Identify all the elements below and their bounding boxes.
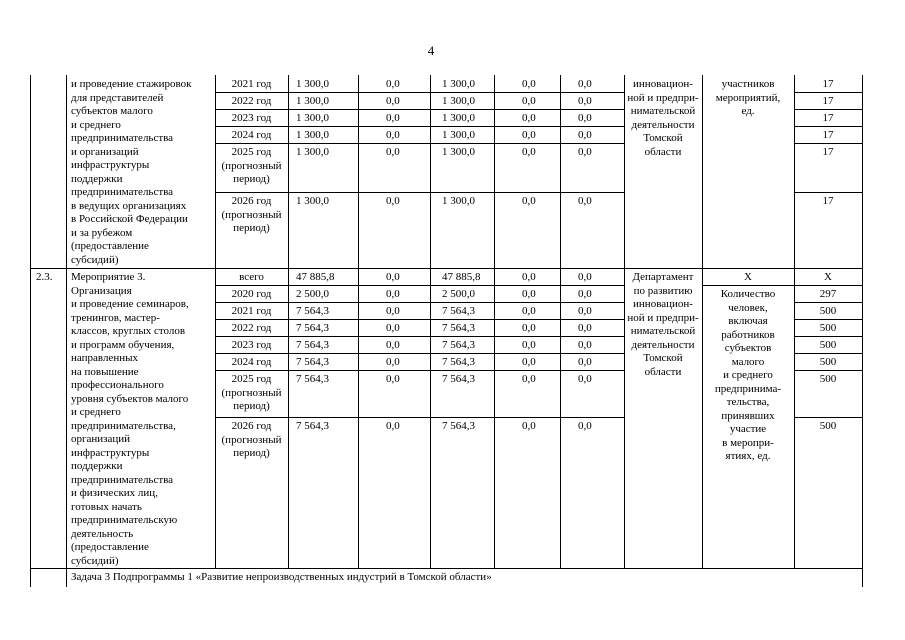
other-cell: 0,0 (578, 78, 592, 90)
measure-name-line: поддержки (71, 172, 123, 185)
indicator-name-line: в меропри- (722, 436, 774, 449)
local-cell: 0,0 (522, 305, 536, 317)
executor-line: деятельности (631, 338, 695, 351)
other-cell: 0,0 (578, 288, 592, 300)
indicator-name-line: человек, (728, 301, 768, 314)
measure-number: 2.3. (36, 271, 53, 283)
measure-name-line: в ведущих организациях (71, 199, 187, 212)
row-border (794, 109, 862, 110)
indicator-value-cell: 17 (822, 112, 834, 124)
regional-cell: 7 564,3 (442, 305, 475, 317)
regional-cell: 1 300,0 (442, 78, 475, 90)
other-cell: 0,0 (578, 356, 592, 368)
column-border (288, 75, 289, 568)
regional-cell: 2 500,0 (442, 288, 475, 300)
federal-cell: 0,0 (386, 420, 400, 432)
measure-name-line: и программ обучения, (71, 338, 175, 351)
indicator-value-cell: 17 (822, 146, 834, 158)
row-border (794, 92, 862, 93)
measure-name-line: Организация (71, 284, 132, 297)
executor-line: области (644, 365, 682, 378)
year-cell: (прогнозный (221, 386, 282, 399)
regional-cell: 1 300,0 (442, 195, 475, 207)
measure-name-line: предпринимательства (71, 186, 174, 198)
year-cell: 2024 год (231, 129, 272, 141)
row-border (794, 417, 862, 418)
indicator-name-line: мероприятий, (715, 91, 781, 104)
other-cell: 0,0 (578, 339, 592, 351)
row-border (215, 143, 624, 144)
measure-name-line: и среднего (71, 406, 121, 418)
regional-cell: 1 300,0 (442, 112, 475, 124)
year-cell: 2022 год (231, 322, 272, 334)
local-cell: 0,0 (522, 95, 536, 107)
task-row-text: Задача 3 Подпрограммы 1 «Развитие непроизводственных индустрий в Томской области» (71, 571, 492, 583)
federal-cell: 0,0 (386, 112, 400, 124)
federal-cell: 0,0 (386, 146, 400, 158)
total-cell: 1 300,0 (296, 129, 329, 141)
measure-name-line: предпринимательства (71, 132, 174, 144)
indicator-name-line: участие (729, 423, 767, 435)
measure-name-line: тренингов, мастер- (71, 311, 160, 324)
total-cell: 47 885,8 (296, 271, 335, 283)
indicator-name-line: работников (721, 328, 775, 341)
row-border (794, 370, 862, 371)
measure-name-line: субсидий) (71, 253, 119, 266)
column-border (862, 75, 863, 587)
measure-name-line: уровня субъектов малого (71, 392, 189, 405)
row-border (794, 143, 862, 144)
indicator-value-cell: 500 (819, 339, 837, 351)
indicator-name-line: предпринима- (714, 382, 782, 395)
total-cell: 7 564,3 (296, 305, 329, 317)
row-border (215, 126, 624, 127)
row-border (794, 285, 862, 286)
total-cell: 7 564,3 (296, 356, 329, 368)
indicator-value-cell: 17 (822, 95, 834, 107)
column-border (430, 75, 431, 568)
indicator-value-cell: 500 (819, 305, 837, 317)
federal-cell: 0,0 (386, 129, 400, 141)
local-cell: 0,0 (522, 271, 536, 283)
measure-name-line: и физических лиц, (71, 487, 158, 499)
other-cell: 0,0 (578, 373, 592, 385)
indicator-value-cell: 500 (819, 373, 837, 385)
regional-cell: 1 300,0 (442, 146, 475, 158)
regional-cell: 1 300,0 (442, 129, 475, 141)
row-border (215, 109, 624, 110)
executor-line: Томской (643, 352, 683, 364)
measure-name-line: поддержки (71, 460, 123, 472)
program-table (30, 75, 862, 587)
regional-cell: 7 564,3 (442, 322, 475, 334)
indicator-name-line: ятиях, ед. (725, 450, 771, 462)
total-cell: 1 300,0 (296, 95, 329, 107)
measure-name-line: готовых начать (71, 500, 142, 513)
column-border (358, 75, 359, 568)
year-cell: 2021 год (231, 78, 272, 90)
year-cell: 2025 год (231, 146, 272, 158)
row-border (215, 302, 624, 303)
executor-line: области (644, 145, 682, 158)
other-cell: 0,0 (578, 146, 592, 158)
indicator-value-cell: 297 (819, 288, 837, 300)
local-cell: 0,0 (522, 339, 536, 351)
measure-name-line: классов, круглых столов (71, 325, 186, 337)
year-cell: всего (239, 271, 264, 283)
regional-cell: 7 564,3 (442, 420, 475, 432)
column-border (494, 75, 495, 568)
row-border (794, 302, 862, 303)
indicator-header-cell: X (744, 271, 752, 283)
total-cell: 7 564,3 (296, 322, 329, 334)
year-cell: (прогнозный (221, 208, 282, 221)
local-cell: 0,0 (522, 129, 536, 141)
local-cell: 0,0 (522, 420, 536, 432)
indicator-value-cell: X (824, 271, 832, 283)
executor-line: деятельности (631, 118, 695, 131)
measure-name-line: деятельность (71, 527, 134, 540)
year-cell: период) (233, 447, 270, 459)
year-cell: (прогнозный (221, 433, 282, 446)
measure-name-line: предпринимательскую (71, 514, 178, 526)
executor-line: ной и предпри- (627, 311, 699, 324)
row-border (794, 336, 862, 337)
indicator-value-cell: 17 (822, 129, 834, 141)
measure-name-line: на повышение (71, 365, 139, 378)
local-cell: 0,0 (522, 78, 536, 90)
other-cell: 0,0 (578, 112, 592, 124)
regional-cell: 7 564,3 (442, 356, 475, 368)
row-border (794, 353, 862, 354)
federal-cell: 0,0 (386, 373, 400, 385)
column-border (30, 75, 31, 587)
indicator-value-cell: 500 (819, 322, 837, 334)
year-cell: 2026 год (231, 195, 272, 207)
federal-cell: 0,0 (386, 78, 400, 90)
column-border (560, 75, 561, 568)
executor-line: Департамент (632, 271, 694, 283)
federal-cell: 0,0 (386, 322, 400, 334)
total-cell: 7 564,3 (296, 420, 329, 432)
total-cell: 1 300,0 (296, 78, 329, 90)
federal-cell: 0,0 (386, 356, 400, 368)
federal-cell: 0,0 (386, 95, 400, 107)
indicator-name-line: малого (731, 355, 765, 368)
year-cell: 2025 год (231, 373, 272, 385)
page-number: 4 (427, 43, 435, 58)
local-cell: 0,0 (522, 112, 536, 124)
measure-name-line: профессионального (71, 379, 164, 391)
measure-name-line: направленных (71, 352, 138, 364)
measure-name-line: Мероприятие 3. (71, 271, 146, 283)
indicator-name-line: Количество (720, 288, 776, 300)
executor-line: инновацион- (633, 298, 693, 310)
total-cell: 1 300,0 (296, 195, 329, 207)
year-cell: 2022 год (231, 95, 272, 107)
regional-cell: 7 564,3 (442, 373, 475, 385)
indicator-name-line: субъектов (724, 342, 772, 354)
other-cell: 0,0 (578, 95, 592, 107)
measure-name-line: и среднего (71, 118, 121, 131)
row-border (215, 285, 624, 286)
year-cell: (прогнозный (221, 159, 282, 172)
column-border (66, 75, 67, 587)
federal-cell: 0,0 (386, 195, 400, 207)
executor-line: по развитию (633, 284, 693, 297)
row-border (794, 319, 862, 320)
total-cell: 2 500,0 (296, 288, 329, 300)
row-border (215, 319, 624, 320)
total-cell: 1 300,0 (296, 112, 329, 124)
executor-line: нимательской (630, 105, 696, 117)
executor-line: инновацион- (633, 78, 693, 90)
year-cell: 2021 год (231, 305, 272, 317)
measure-name-line: субъектов малого (71, 105, 153, 117)
federal-cell: 0,0 (386, 288, 400, 300)
year-cell: период) (233, 400, 270, 412)
row-border (215, 92, 624, 93)
indicator-name-line: тельства, (726, 396, 770, 408)
other-cell: 0,0 (578, 271, 592, 283)
measure-name-line: инфраструктуры (71, 446, 150, 459)
measure-name-line: и за рубежом (71, 226, 133, 239)
total-cell: 7 564,3 (296, 373, 329, 385)
year-cell: период) (233, 222, 270, 234)
regional-cell: 47 885,8 (442, 271, 481, 283)
row-border (215, 370, 624, 371)
indicator-value-cell: 17 (822, 195, 834, 207)
indicator-name-line: принявших (721, 409, 775, 422)
measure-name-line: и проведение семинаров, (71, 298, 189, 310)
row-border (702, 285, 794, 286)
other-cell: 0,0 (578, 129, 592, 141)
indicator-value-cell: 17 (822, 78, 834, 90)
year-cell: 2023 год (231, 339, 272, 351)
total-cell: 7 564,3 (296, 339, 329, 351)
federal-cell: 0,0 (386, 305, 400, 317)
measure-name-line: и проведение стажировок (71, 78, 192, 90)
local-cell: 0,0 (522, 373, 536, 385)
local-cell: 0,0 (522, 322, 536, 334)
executor-line: ной и предпри- (627, 91, 699, 104)
measure-name-line: субсидий) (71, 554, 119, 567)
measure-name-line: предпринимательства (71, 473, 174, 486)
measure-name-line: предпринимательства, (71, 419, 176, 432)
other-cell: 0,0 (578, 305, 592, 317)
year-cell: 2023 год (231, 112, 272, 124)
year-cell: 2020 год (231, 288, 272, 300)
local-cell: 0,0 (522, 356, 536, 368)
other-cell: 0,0 (578, 195, 592, 207)
indicator-name-line: включая (728, 315, 768, 327)
measure-name-line: для представителей (71, 91, 164, 104)
year-cell: 2026 год (231, 420, 272, 432)
regional-cell: 1 300,0 (442, 95, 475, 107)
local-cell: 0,0 (522, 195, 536, 207)
indicator-value-cell: 500 (819, 420, 837, 432)
indicator-name-line: и среднего (723, 369, 773, 381)
executor-line: нимательской (630, 325, 696, 337)
year-cell: 2024 год (231, 356, 272, 368)
regional-cell: 7 564,3 (442, 339, 475, 351)
row-border (215, 192, 624, 193)
indicator-value-cell: 500 (819, 356, 837, 368)
year-cell: период) (233, 173, 270, 185)
measure-name-line: организаций (71, 433, 131, 445)
row-border (215, 417, 624, 418)
local-cell: 0,0 (522, 288, 536, 300)
measure-name-line: и организаций (71, 145, 139, 158)
measure-name-line: (предоставление (71, 541, 149, 553)
row-border (794, 126, 862, 127)
local-cell: 0,0 (522, 146, 536, 158)
executor-line: Томской (643, 132, 683, 144)
row-border (215, 353, 624, 354)
other-cell: 0,0 (578, 322, 592, 334)
block-border (30, 268, 862, 269)
indicator-name-line: ед. (741, 105, 755, 117)
row-border (794, 192, 862, 193)
measure-name-line: инфраструктуры (71, 159, 150, 171)
indicator-name-line: участников (721, 78, 775, 90)
other-cell: 0,0 (578, 420, 592, 432)
federal-cell: 0,0 (386, 271, 400, 283)
row-border (215, 336, 624, 337)
measure-name-line: (предоставление (71, 240, 149, 252)
total-cell: 1 300,0 (296, 146, 329, 158)
measure-name-line: в Российской Федерации (71, 213, 188, 225)
federal-cell: 0,0 (386, 339, 400, 351)
block-border (30, 568, 862, 569)
